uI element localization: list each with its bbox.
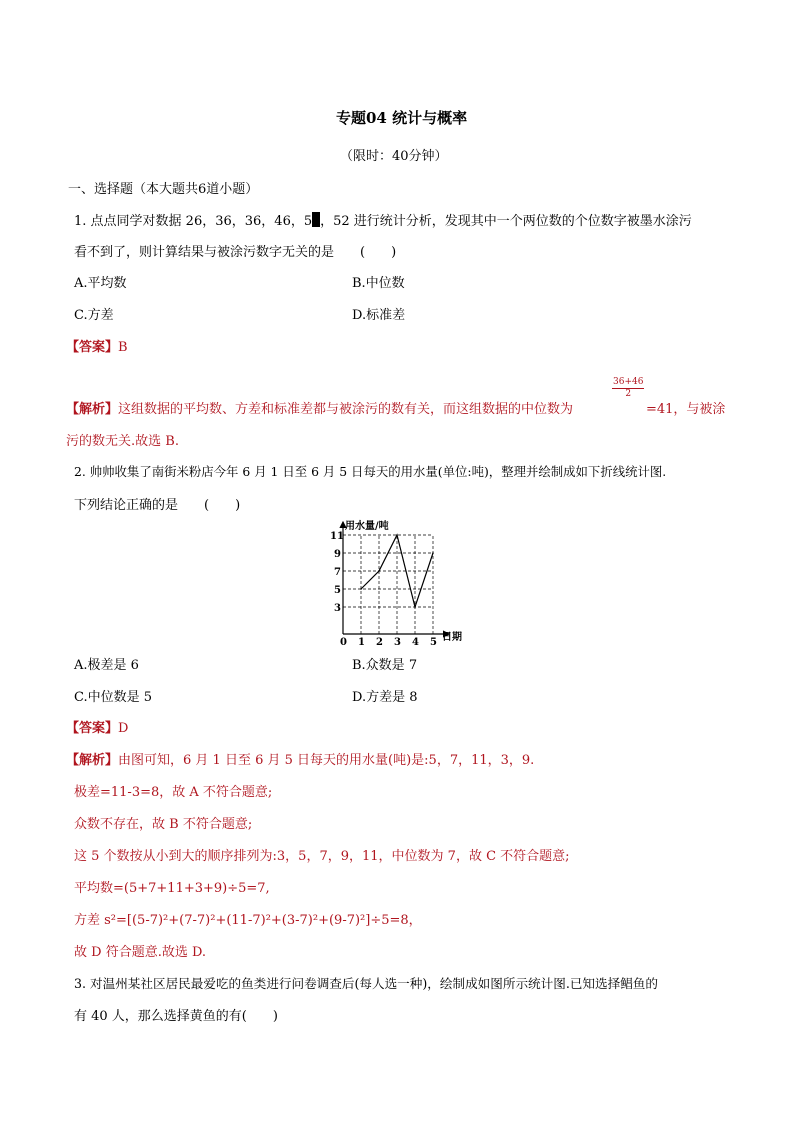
q2-analysis-line4: 这 5 个数按从小到大的顺序排列为:3，5，7，9，11，中位数为 7，故 C 不符合题意; bbox=[74, 849, 570, 864]
answer-tag: 【答案】 bbox=[66, 721, 119, 736]
fraction-denominator: 2 bbox=[625, 389, 632, 399]
x-tick-label: 1 bbox=[358, 637, 365, 648]
q1-option-d: D.标准差 bbox=[352, 308, 406, 323]
q1-analysis-line2: 污的数无关.故选 B. bbox=[66, 434, 179, 449]
x-tick-label: 4 bbox=[412, 637, 419, 648]
y-tick-label: 5 bbox=[334, 585, 341, 596]
q2-line2: 下列结论正确的是 ( ) bbox=[74, 498, 241, 513]
ink-blot bbox=[312, 212, 320, 227]
q1-option-a: A.平均数 bbox=[74, 276, 127, 291]
q1-line1-end: ，52 进行统计分析，发现其中一个两位数的个位数字被墨水涂污 bbox=[320, 214, 692, 229]
x-axis-label: 日期 bbox=[442, 632, 462, 643]
q2-option-a: A.极差是 6 bbox=[74, 658, 139, 673]
q1-line1-start: 1. 点点同学对数据 26，36，36，46，5 bbox=[74, 214, 313, 229]
q3-line2: 有 40 人，那么选择黄鱼的有( ) bbox=[74, 1009, 278, 1024]
q1-analysis-line1 bbox=[66, 398, 573, 417]
q2-answer bbox=[66, 717, 128, 736]
answer-value: D bbox=[118, 721, 129, 736]
q2-analysis-line2: 极差=11-3=8，故 A 不符合题意; bbox=[74, 785, 273, 800]
x-tick-label: 5 bbox=[430, 637, 437, 648]
q2-analysis-line6: 方差 s²=[(5-7)²+(7-7)²+(11-7)²+(3-7)²+(9-7)²]÷5=8， bbox=[74, 913, 422, 928]
time-limit: （限时：40分钟） bbox=[340, 149, 448, 164]
y-tick-label: 11 bbox=[330, 531, 344, 542]
x-tick-label: 2 bbox=[376, 637, 383, 648]
water-usage-chart bbox=[330, 516, 473, 648]
answer-tag: 【答案】 bbox=[66, 340, 119, 355]
q2-analysis-line1 bbox=[66, 749, 534, 768]
y-tick-label: 7 bbox=[334, 567, 341, 578]
q2-line1: 2. 帅帅收集了南街米粉店今年 6 月 1 日至 6 月 5 日每天的用水量(单位:吨)，整理并绘制成如下折线统计图. bbox=[74, 464, 667, 479]
q3-line1: 3. 对温州某社区居民最爱吃的鱼类进行问卷调查后(每人选一种)，绘制成如图所示统计图.已知选择鲳鱼的 bbox=[74, 976, 658, 991]
q2-option-d: D.方差是 8 bbox=[352, 690, 418, 705]
fraction-numerator: 36+46 bbox=[613, 377, 644, 387]
q2-analysis-line7: 故 D 符合题意.故选 D. bbox=[74, 945, 207, 960]
q1-option-b: B.中位数 bbox=[352, 276, 405, 291]
q2-analysis-text: 由图可知，6 月 1 日至 6 月 5 日每天的用水量(吨)是:5，7，11，3，9. bbox=[118, 753, 535, 768]
section-heading: 一、选择题（本大题共6道小题） bbox=[68, 182, 259, 197]
chart-grid bbox=[343, 535, 433, 634]
q2-analysis-line5: 平均数=(5+7+11+3+9)÷5=7, bbox=[74, 881, 270, 896]
median-fraction bbox=[612, 377, 644, 400]
q1-analysis-cont: =41，与被涂 bbox=[646, 402, 726, 417]
y-tick-label: 3 bbox=[334, 603, 341, 614]
q1-answer bbox=[66, 336, 128, 355]
page-title: 专题04 统计与概率 bbox=[336, 109, 468, 127]
y-axis-label: 用水量/吨 bbox=[345, 521, 389, 532]
q1-line2: 看不到了，则计算结果与被涂污数字无关的是 ( ) bbox=[74, 245, 397, 260]
q2-analysis-line3: 众数不存在，故 B 不符合题意; bbox=[74, 817, 253, 832]
analysis-tag: 【解析】 bbox=[66, 753, 119, 768]
analysis-tag: 【解析】 bbox=[66, 402, 119, 417]
q1-line1 bbox=[74, 210, 692, 229]
y-tick-label: 9 bbox=[334, 549, 341, 560]
x-tick-label: 3 bbox=[394, 637, 401, 648]
q2-option-b: B.众数是 7 bbox=[352, 658, 418, 673]
q1-option-c: C.方差 bbox=[74, 308, 114, 323]
q1-analysis-text: 这组数据的平均数、方差和标准差都与被涂污的数有关，而这组数据的中位数为 bbox=[118, 402, 574, 417]
q2-option-c: C.中位数是 5 bbox=[74, 690, 153, 705]
answer-value: B bbox=[118, 340, 128, 355]
x-tick-label: 0 bbox=[340, 637, 347, 648]
